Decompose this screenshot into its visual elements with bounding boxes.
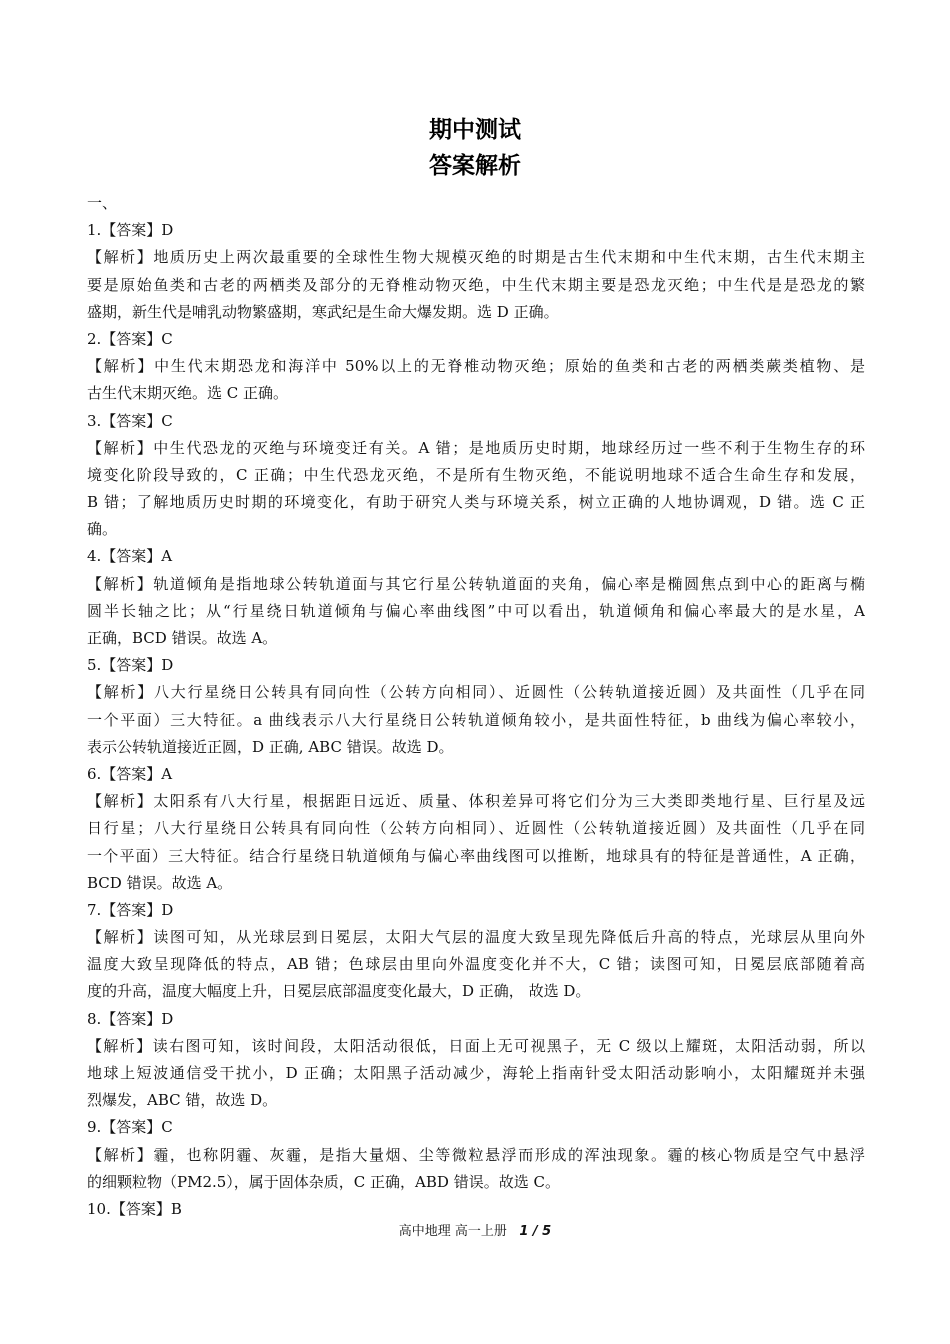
title-block: [0, 112, 950, 184]
text-line: 度的升高，温度大幅度上升，日冕层底部温度变化最大，D 正确， 故选 D。: [87, 982, 591, 1001]
text-line: 盛期，新生代是哺乳动物繁盛期，寒武纪是生命大爆发期。选 D 正确。: [87, 302, 559, 321]
text-line: 要是原始鱼类和古老的两栖类及部分的无脊椎动物灭绝，中生代末期主要是恐龙灭绝；中生代是是恐龙的繁: [87, 275, 865, 294]
answer-line: 5.【答案】D: [87, 656, 174, 675]
answer-line: 6.【答案】A: [87, 764, 173, 783]
explanation-line: 【解析】中生代恐龙的灭绝与环境变迁有关。A 错；是地质历史时期，地球经历过一些不利于生物生存的环: [87, 438, 865, 457]
text-line: 地球上短波通信受干扰小，D 正确；太阳黑子活动减少，海轮上指南针受太阳活动影响小，太阳耀斑并未强: [87, 1064, 865, 1082]
explanation-line: 【解析】轨道倾角是指地球公转轨道面与其它行星公转轨道面的夹角，偏心率是椭圆焦点到中心的距离与椭: [87, 574, 865, 593]
text-line: 确。: [87, 520, 118, 539]
page-number: 1 / 5: [519, 1224, 552, 1239]
footer-label: 高中地理 高一上册: [398, 1224, 507, 1239]
answer-line: 7.【答案】D: [87, 900, 174, 919]
explanation-line: 【解析】中生代末期恐龙和海洋中 50%以上的无脊椎动物灭绝；原始的鱼类和古老的两栖类蕨类植物、是: [87, 357, 865, 376]
explanation-line: 【解析】霾，也称阴霾、灰霾，是指大量烟、尘等微粒悬浮而形成的浑浊现象。霾的核心物质是空气中悬浮: [87, 1145, 865, 1164]
text-line: 一个平面）三大特征。a 曲线表示八大行星绕日公转轨道倾角较小，是共面性特征，b 曲线为偏心率较小，: [87, 710, 865, 729]
page-title: 期中测试: [429, 117, 521, 143]
text-line: 表示公转轨道接近正圆，D 正确, ABC 错误。故选 D。: [87, 737, 454, 756]
explanation-line: 【解析】读右图可知，该时间段，太阳活动很低，日面上无可视黑子，无 C 级以上耀斑，太阳活动弱，所以: [87, 1036, 865, 1055]
text-line: 古生代末期灭绝。选 C 正确。: [87, 384, 289, 403]
page-subtitle: 答案解析: [429, 153, 521, 179]
answer-line: 10.【答案】B: [87, 1199, 182, 1218]
answer-line: 4.【答案】A: [87, 547, 173, 566]
answer-line: 9.【答案】C: [87, 1118, 173, 1137]
text-line: 一个平面）三大特征。结合行星绕日轨道倾角与偏心率曲线图可以推断，地球具有的特征是普通性，A 正确，: [87, 846, 865, 865]
page-footer: [0, 1222, 950, 1242]
answer-content: [87, 190, 865, 1223]
answer-line: 2.【答案】C: [87, 329, 173, 348]
answer-line: 8.【答案】D: [87, 1009, 174, 1028]
explanation-line: 【解析】八大行星绕日公转具有同向性（公转方向相同）、近圆性（公转轨道接近圆）及共面性（几乎在同: [87, 683, 865, 702]
text-line: B 错；了解地质历史时期的环境变化，有助于研究人类与环境关系，树立正确的人地协调观，D 错。选 C 正: [87, 493, 865, 512]
answer-line: 3.【答案】C: [87, 411, 173, 430]
text-line: 烈爆发，ABC 错，故选 D。: [87, 1091, 278, 1110]
explanation-line: 【解析】读图可知，从光球层到日冕层，太阳大气层的温度大致呈现先降低后升高的特点，光球层从里向外: [87, 928, 865, 947]
section-heading: 一、: [87, 194, 118, 212]
explanation-line: 【解析】太阳系有八大行星，根据距日远近、质量、体积差异可将它们分为三大类即类地行星、巨行星及远: [87, 792, 865, 811]
text-line: 的细颗粒物（PM2.5），属于固体杂质，C 正确，ABD 错误。故选 C。: [87, 1172, 560, 1191]
text-line: 圆半长轴之比；从“行星绕日轨道倾角与偏心率曲线图”中可以看出，轨道倾角和偏心率最大的是水星，A: [87, 601, 865, 620]
text-line: 日行星；八大行星绕日公转具有同向性（公转方向相同）、近圆性（公转轨道接近圆）及共面性（几乎在同: [87, 819, 865, 838]
text-line: 温度大致呈现降低的特点，AB 错；色球层由里向外温度变化并不大，C 错；读图可知，日冕层底部随着高: [87, 955, 865, 974]
text-line: 正确，BCD 错误。故选 A。: [87, 629, 278, 647]
text-line: 境变化阶段导致的，C 正确；中生代恐龙灭绝，不是所有生物灭绝，不能说明地球不适合生命生存和发展，: [87, 465, 865, 484]
answer-line: 1.【答案】D: [87, 221, 174, 240]
text-line: BCD 错误。故选 A。: [87, 873, 233, 892]
explanation-line: 【解析】地质历史上两次最重要的全球性生物大规模灭绝的时期是古生代末期和中生代末期，古生代末期主: [87, 248, 865, 267]
